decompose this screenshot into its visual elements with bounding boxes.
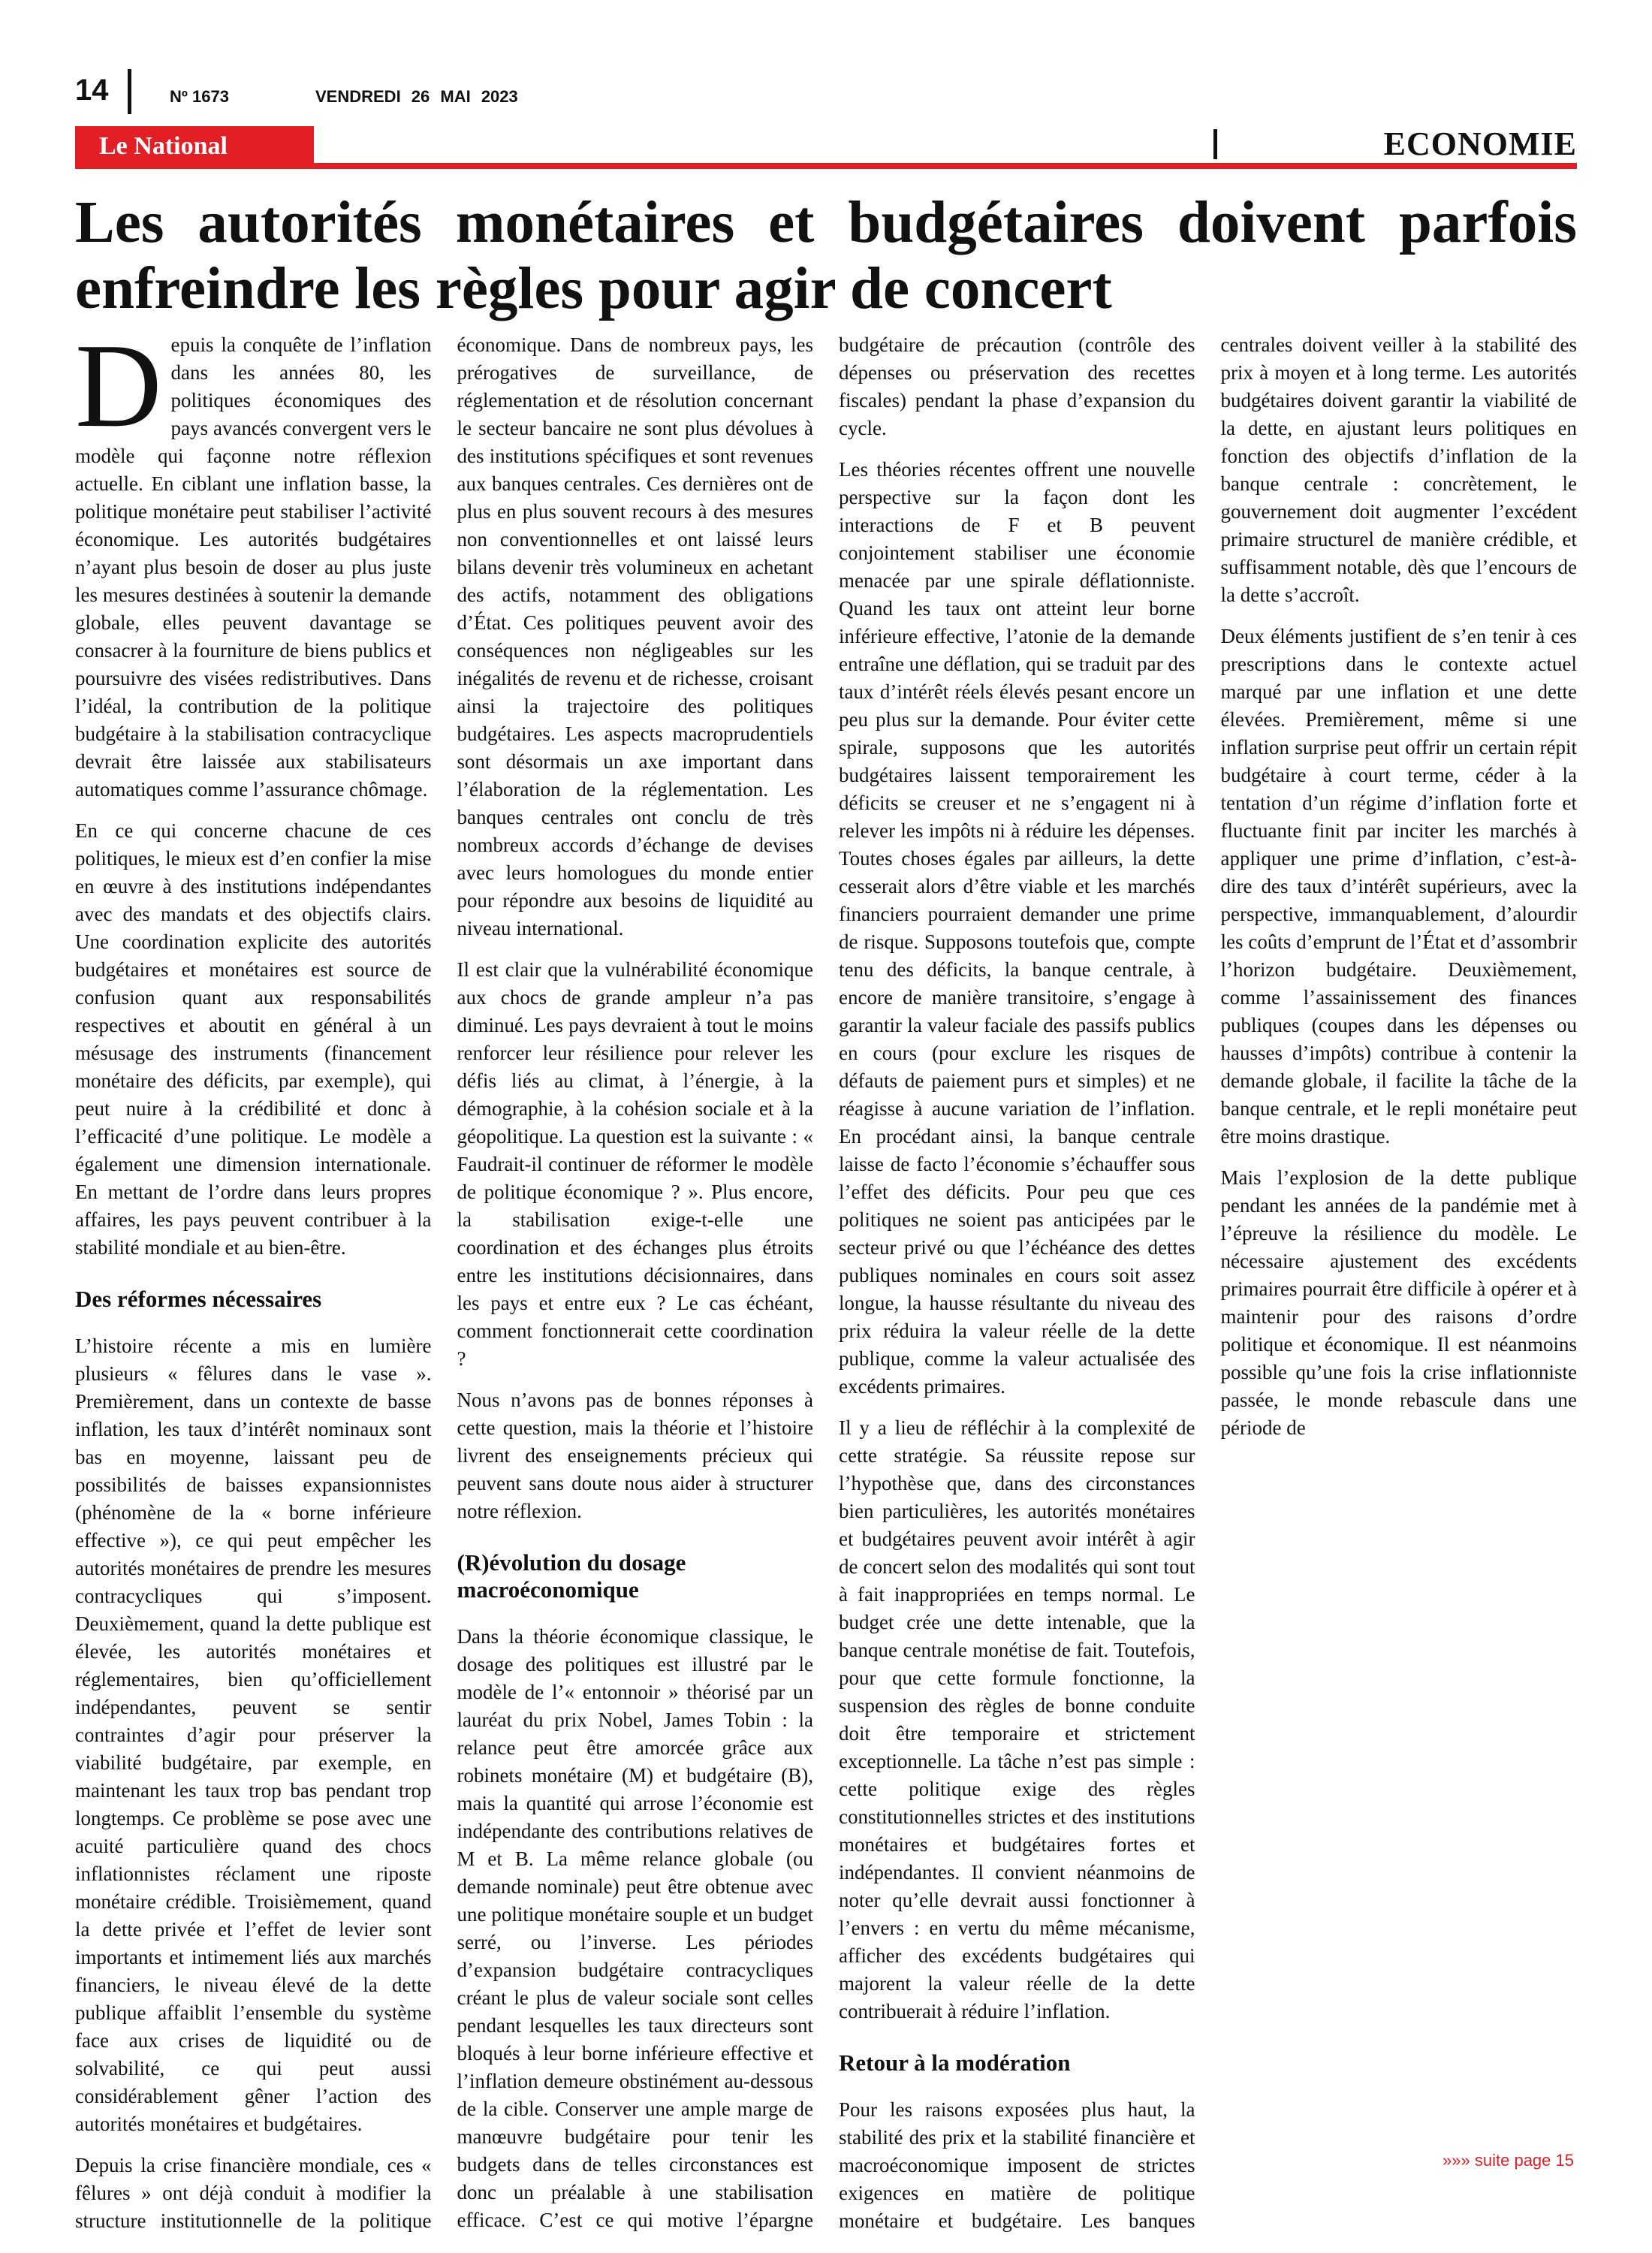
- article-paragraph: En ce qui concerne chacune de ces politiques, le mieux est d’en confier la mise en œuvre à des institutions indépendantes avec des mandats et des objectifs clairs. Une coordination explicite des autorités budgétaires et monétaires est source de confusion quant aux responsabilités respectives et aboutit en général à un mésusage des instruments (financement monétaire des déficits, par exemple), qui peut nuire à la crédibilité et donc à l’efficacité d’une politique. Le modèle a également une dimension internationale. En mettant de l’ordre dans leurs propres affaires, les pays peuvent contribuer à la stabilité mondiale et au bien-être.: [75, 819, 432, 1259]
- article-paragraph: Les théories récentes offrent une nouvelle perspective sur la façon dont les interactions de F et B peuvent conjointement stabiliser une économie menacée par une spirale déflationniste. Quand les taux ont atteint leur borne inférieure effective, l’atonie de la demande entraîne une déflation, qui se traduit par des taux d’intérêt réels élevés pesant encore un peu plus sur la demande. Pour éviter cette spirale, supposons que les autorités budgétaires laissent temporairement les déficits se creuser et ne s’engagent ni à relever les impôts ni à réduire les dépenses. Toutes choses égales par ailleurs, la dette cesserait alors d’être viable et les marchés financiers pourraient demander une prime de risque. Supposons toutefois que, compte tenu des déficits, la banque centrale, à encore de manière transitoire, s’engage à garantir la valeur faciale des passifs publics en cours (pour exclure les risques de défauts de paiement purs et simples) et ne réagisse à aucune variation de l’inflation. En procédant ainsi, la banque centrale laisse de facto l’économie s’échauffer sous l’effet des déficits. Pour peu que ces politiques ne soient pas anticipées par le secteur privé ou que l’échéance des dettes publiques nominales en cours soit assez longue, la hausse résultante du niveau des prix réduira la valeur réelle de la dette publique, comme la valeur actualisée des excédents primaires.: [839, 458, 1195, 1398]
- issue-date: VENDREDI 26 MAI 2023: [315, 87, 518, 106]
- page-number: 14: [75, 74, 109, 107]
- continued-link[interactable]: »»» suite page 15: [1442, 2151, 1574, 2170]
- article-paragraph: Il y a lieu de réfléchir à la complexité de cette stratégie. Sa réussite repose sur l’hypothèse que, dans des circonstances bien particulières, les autorités monétaires et budgétaires peuvent avoir intérêt à agir de concert selon des modalités qui sont tout à fait inappropriées en temps normal. Le budget crée une dette intenable, que la banque centrale monétise de fait. Toutefois, pour que cette formule fonctionne, la suspension des règles de bonne conduite doit être temporaire et strictement exceptionnelle. La tâche n’est pas simple : cette politique exige des règles constitutionnelles strictes et des institutions monétaires et budgétaires fortes et indépendantes. Il convient néanmoins de noter qu’elle devrait aussi fonctionner à l’envers : en vertu du même mécanisme, afficher des excédents budgétaires qui majorent la valeur réelle de la dette contribuerait à réduire l’inflation.: [839, 1416, 1195, 2022]
- article-paragraph: Il est clair que la vulnérabilité économique aux chocs de grande ampleur n’a pas diminué. Les pays devraient à tout le moins renforcer leur résilience pour relever les défis liés au climat, à l’énergie, à la démographie, à la cohésion sociale et à la géopolitique. La question est la suivante : « Faudrait-il continuer de réformer le modèle de politique économique ? ». Plus encore, la stabilisation exige-t-elle une coordination et des échanges plus étroits entre les institutions décisionnaires, dans les pays et entre eux ? Le cas échéant, comment fonctionnerait cette coordination ?: [457, 958, 813, 1370]
- article-paragraph: Pour les raisons exposées plus haut, la stabilité des prix et la stabilité financière et macroéconomique imposent de strictes exigences en matière de politique monétaire et budgétaire. Les banques centrales doivent veiller à la stabilité des prix à moyen et à long terme. Les autorités budgétaires doivent garantir la viabilité de la dette, en ajustant leurs politiques en fonction des objectifs d’inflation de la banque centrale : concrètement, le gouvernement doit augmenter l’excédent primaire structurel de manière crédible, et suffisamment notable, dès que l’encours de la dette s’accroît.: [839, 333, 1577, 2232]
- article-paragraph: L’histoire récente a mis en lumière plusieurs « fêlures dans le vase ». Premièrement, dans un contexte de basse inflation, les taux d’intérêt nominaux sont bas en moyenne, laissant peu de possibilités de baisses expansionnistes (phénomène de la « borne inférieure effective »), ce qui peut empêcher les autorités monétaires de prendre les mesures contracycliques qui s’imposent. Deuxièmement, quand la dette publique est élevée, les autorités monétaires et réglementaires, bien qu’officiellement indépendantes, peuvent se sentir contraintes d’agir pour préserver la viabilité budgétaire, par exemple, en maintenant les taux trop bas pendant trop longtemps. Ce problème se pose avec une acuité particulière quand des chocs inflationnistes réclament une riposte monétaire crédible. Troisièmement, quand la dette privée et l’effet de levier sont importants et intimement liés aux marchés financiers, le niveau élevé de la dette publique affaiblit l’ensemble du système face aux crises de liquidité ou de solvabilité, ce qui peut aussi considérablement gêner l’action des autorités monétaires et budgétaires.: [75, 1335, 432, 2135]
- folio-divider: [128, 69, 131, 114]
- subheading: Retour à la modération: [839, 2049, 1071, 2076]
- section-title: ECONOMIE: [1383, 125, 1577, 162]
- article-paragraph: Nous n’avons pas de bonnes réponses à cette question, mais la théorie et l’histoire livrent des enseignements précieux qui peuvent sans doute nous aider à structurer notre réflexion.: [457, 1389, 813, 1522]
- issue-number: Nº 1673: [170, 87, 229, 106]
- article-body: [75, 318, 1577, 2246]
- article-paragraph: [75, 318, 432, 804]
- article-paragraph: Mais l’explosion de la dette publique pendant les années de la pandémie met à l’épreuve la résilience du modèle. Le nécessaire ajustement des excédents primaires pourrait être difficile à opérer et à maintenir pour des raisons d’ordre politique et économique. Il est néanmoins possible qu’une fois la crise inflationniste passée, le monde rebascule dans une période de: [1220, 1166, 1577, 1439]
- drop-cap: D: [75, 318, 162, 452]
- article-paragraph: Deux éléments justifient de s’en tenir à ces prescriptions dans le contexte actuel marqué par une inflation et une dette élevées. Premièrement, même si une inflation surprise peut offrir un certain répit budgétaire à court terme, céder à la tentation d’un régime d’inflation forte et fluctuante finit par inciter les marchés à appliquer une prime d’inflation, c’est-à-dire des taux d’intérêt supérieurs, avec la perspective, immanquablement, d’alourdir les coûts d’emprunt de l’État et d’assombrir l’horizon budgétaire. Deuxièmement, comme l’assainissement des finances publiques (coupes dans les dépenses ou hausses d’impôts) contribue à contenir la demande globale, il facilite la tâche de la banque centrale, et le repli monétaire peut être moins drastique.: [1220, 625, 1577, 1148]
- article-paragraph: Depuis la crise financière mondiale, ces « fêlures » ont déjà conduit à modifier la structure institutionnelle de la politique économique. Dans de nombreux pays, les prérogatives de surveillance, de réglementation et de résolution concernant le secteur bancaire ne sont plus dévolues à des institutions spécifiques et sont revenues aux banques centrales. Ces dernières ont de plus en plus souvent recours à des mesures non conventionnelles et ont laissé leurs bilans devenir très volumineux en achetant des actifs, notamment des obligations d’État. Ces politiques peuvent avoir des conséquences non négligeables sur les inégalités de revenu et de richesse, croisant ainsi la trajectoire des politiques budgétaires. Les aspects macroprudentiels sont désormais un axe important dans l’élaboration de la réglementation. Les banques centrales ont conclu de très nombreux accords d’échange de devises avec leurs homologues du monde entier pour répondre aux besoins de liquidité au niveau international.: [75, 333, 813, 2232]
- subheading: Des réformes nécessaires: [75, 1286, 322, 1312]
- article-headline: Les autorités monétaires et budgétaires doivent parfois enfreindre les règles pour agir de concert: [75, 190, 1577, 321]
- article-paragraph: Dans la théorie économique classique, le dosage des politiques est illustré par le modèle de l’« entonnoir » théorisé par un lauréat du prix Nobel, James Tobin : la relance peut être amorcée grâce aux robinets monétaire (M) et budgétaire (B), mais la quantité qui arrose l’économie est indépendante des contributions relatives de M et B. La même relance globale (ou demande nominale) peut être obtenue avec une politique monétaire souple et un budget serré, ou l’inverse. Les périodes d’expansion budgétaire contracycliques créant le plus de valeur sociale sont celles pendant lesquelles les taux directeurs sont bloqués à leur borne inférieure effective et l’inflation demeure obstinément au-dessous de la cible. Conserver une ample marge de manœuvre budgétaire pour tenir les budgets dans de telles circonstances est donc un préalable à une stabilisation efficace. C’est ce qui motive l’épargne budgétaire de précaution (contrôle des dépenses ou préservation des recettes fiscales) pendant la phase d’expansion du cycle.: [457, 333, 1195, 2231]
- section-divider: [1213, 129, 1217, 159]
- header-rule: [75, 163, 1577, 169]
- subheading: (R)évolution du dosage macroéconomique: [457, 1549, 686, 1603]
- paragraph-text: epuis la conquête de l’inflation dans les années 80, les politiques économiques des pays avancés convergent vers le modèle qui façonne notre réflexion actuelle. En ciblant une inflation basse, la politique monétaire peut stabiliser l’activité économique. Les autorités budgétaires n’ayant plus besoin de doser au plus juste les mesures destinées à soutenir la demande globale, elles peuvent davantage se consacrer à la fourniture de biens publics et poursuivre des visées redistributives. Dans l’idéal, la contribution de la politique budgétaire à la stabilisation contracyclique devrait être laissée aux stabilisateurs automatiques comme l’assurance chômage.: [75, 333, 432, 801]
- publication-name: Le National: [99, 132, 228, 160]
